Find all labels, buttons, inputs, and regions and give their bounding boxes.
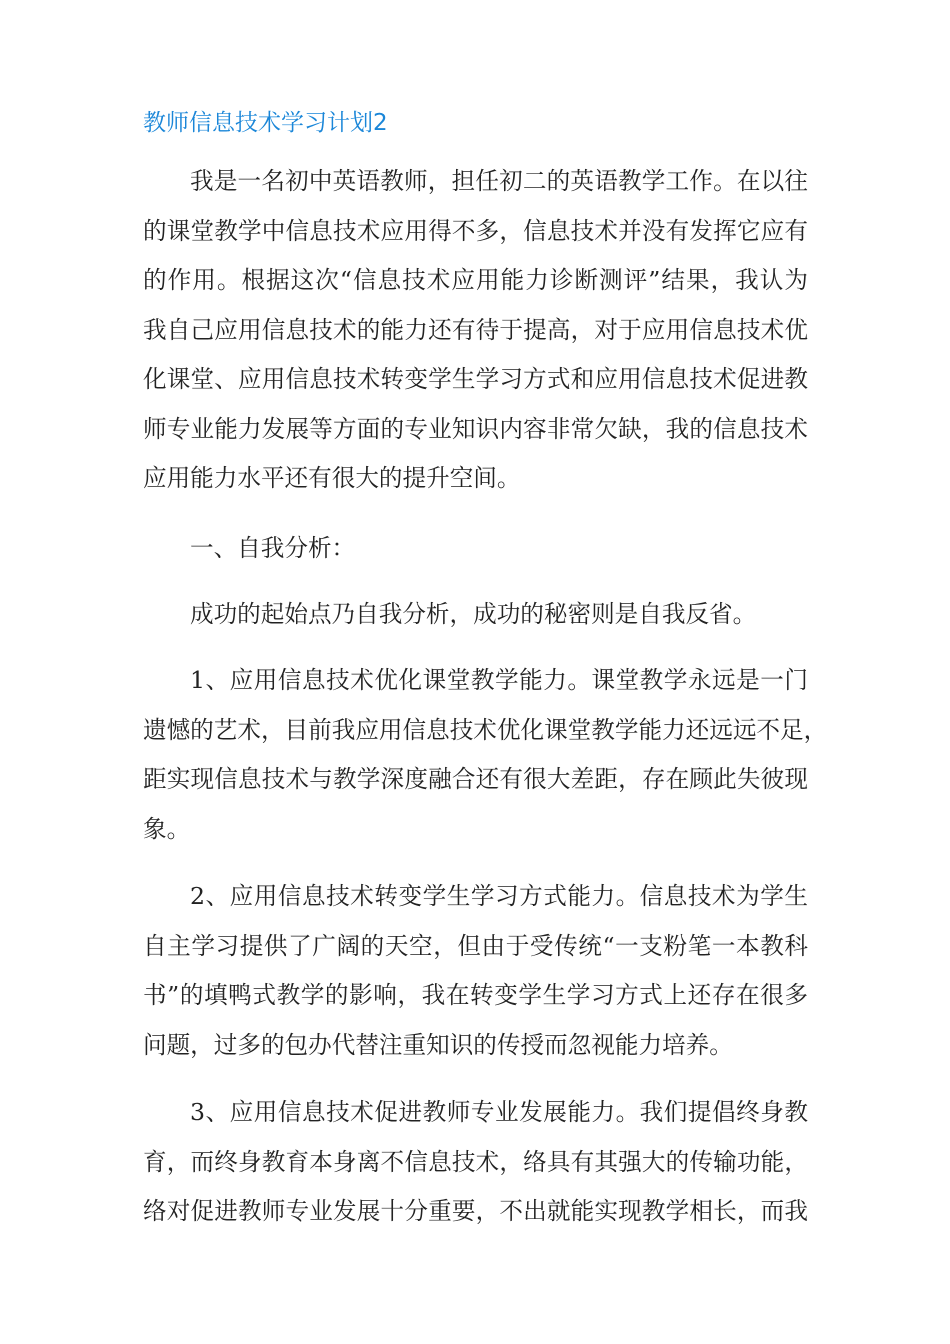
- text-line: 距实现信息技术与教学深度融合还有很大差距，存在顾此失彼现: [143, 765, 808, 793]
- text-line: 的课堂教学中信息技术应用得不多，信息技术并没有发挥它应有: [143, 216, 808, 245]
- text-line: 师专业能力发展等方面的专业知识内容非常欠缺，我的信息技术: [143, 414, 808, 443]
- text-line: 3、应用信息技术促进教师专业发展能力。我们提倡终身教: [190, 1098, 808, 1126]
- text-line: 一、自我分析：: [190, 534, 356, 562]
- text-line: 1、应用信息技术优化课堂教学能力。课堂教学永远是一门: [190, 666, 808, 694]
- text-line: 遗憾的艺术，目前我应用信息技术优化课堂教学能力还远远不足，: [143, 715, 828, 744]
- text-line: 应用能力水平还有很大的提升空间。: [143, 464, 521, 492]
- text-line: 成功的起始点乃自我分析，成功的秘密则是自我反省。: [190, 600, 757, 628]
- section-heading: [143, 524, 808, 574]
- paragraph-quote: [143, 590, 808, 640]
- text-line: 的作用。根据这次“信息技术应用能力诊断测评”结果，我认为: [143, 266, 808, 294]
- text-line: 我自己应用信息技术的能力还有待于提高，对于应用信息技术优: [143, 315, 808, 344]
- paragraph-item-1: [143, 656, 828, 854]
- text-line: 育，而终身教育本身离不信息技术，络具有其强大的传输功能，: [143, 1147, 808, 1176]
- paragraph-item-2: [143, 872, 808, 1070]
- text-line: 化课堂、应用信息技术转变学生学习方式和应用信息技术促进教: [143, 365, 808, 393]
- text-line: 自主学习提供了广阔的天空，但由于受传统“一支粉笔一本教科: [143, 931, 808, 960]
- paragraph-intro: [143, 157, 808, 504]
- text-line: 我是一名初中英语教师，担任初二的英语教学工作。在以往: [190, 167, 808, 195]
- text-line: 2、应用信息技术转变学生学习方式能力。信息技术为学生: [190, 882, 808, 910]
- text-line: 络对促进教师专业发展十分重要，不出就能实现教学相长，而我: [143, 1197, 808, 1225]
- paragraph-item-3: [143, 1088, 808, 1237]
- document-title: 教师信息技术学习计划2: [143, 110, 388, 136]
- text-line: 书”的填鸭式教学的影响，我在转变学生学习方式上还存在很多: [143, 981, 808, 1009]
- text-line: 象。: [143, 814, 191, 843]
- text-line: 问题，过多的包办代替注重知识的传授而忽视能力培养。: [143, 1030, 733, 1059]
